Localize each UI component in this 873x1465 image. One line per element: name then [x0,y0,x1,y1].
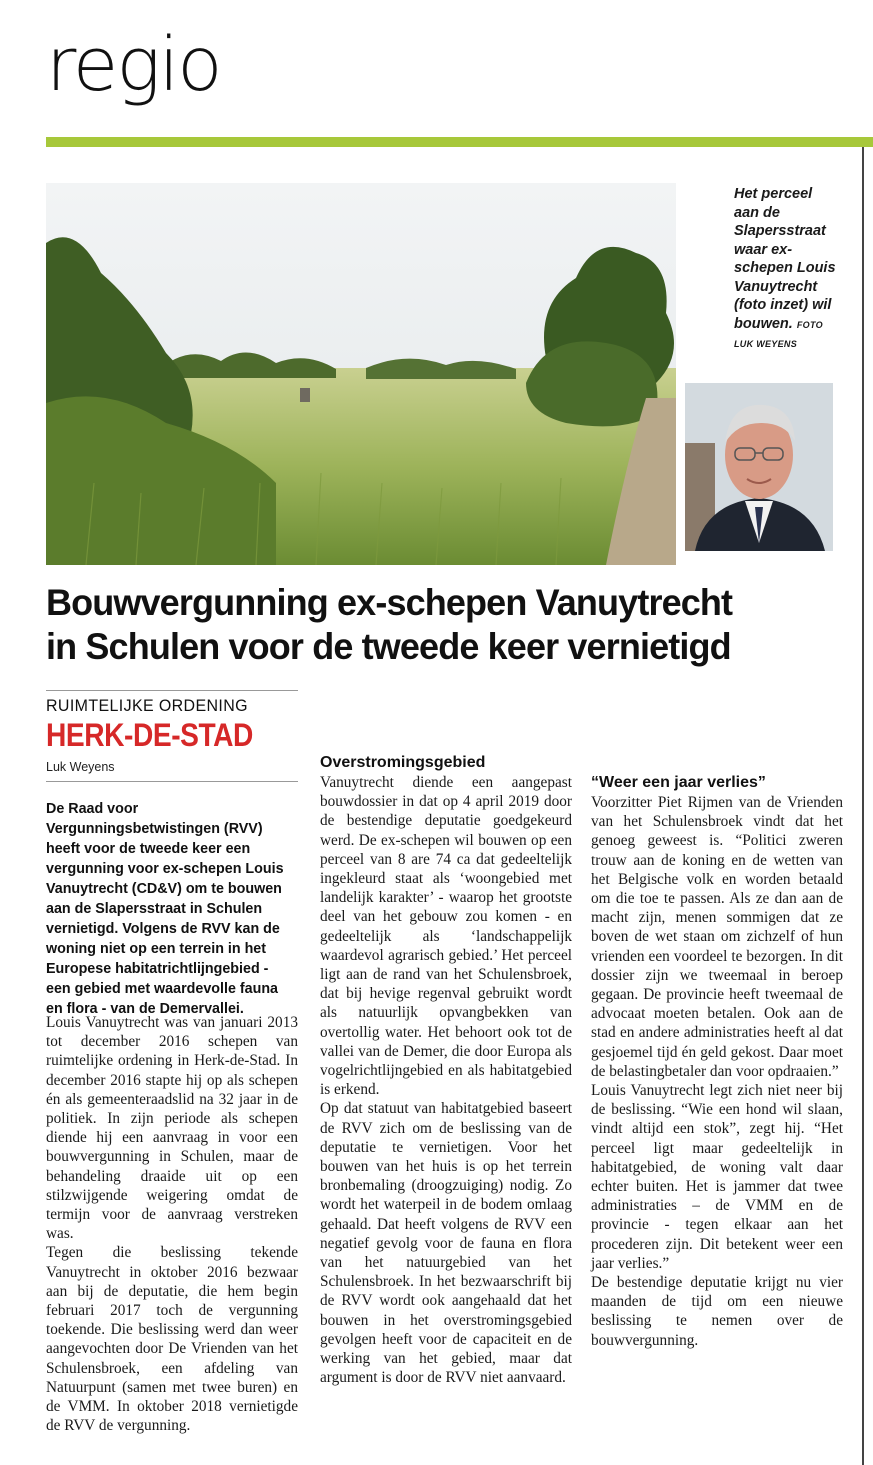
body-paragraph: Vanuytrecht diende een aangepast bouwdossier in dat op 4 april 2019 door de bestendige deputatie goedgekeurd werd. De ex-schepen wil bouwen op een perceel van 8 are 74 ca dat gedeeltelijk ingekleurd staat als ‘woongebied met landelijk karakter’ - waarop het grootste deel van het gebouw zou komen - en gedeeltelijk als ‘landschappelijk waardevol agrarisch gebied.’ Het perceel ligt aan de rand van het Schulensbroek, dat bij hevige regenval gebruikt wordt als natuurlijk opvangbekken van overtollig water. Het behoort ook tot de vallei van de Demer, die door Europa als vogelrichtlijngebied en als habitatgebied is erkend. [320,774,572,1099]
photo-caption [734,185,840,354]
kicker-top-rule [46,690,298,691]
section-title: regio [46,22,221,108]
photo-caption-text: Het perceel aan de Slapersstraat waar ex-schepen Louis Vanuytrecht (foto inzet) wil bouwen. [734,186,836,332]
article-author: Luk Weyens [46,760,115,774]
article-column-2 [320,687,572,1388]
headline-line-2: in Schulen voor de tweede keer vernietigd [46,625,731,667]
headline-line-1: Bouwvergunning ex-schepen Vanuytrecht [46,581,733,623]
article-kicker: RUIMTELIJKE ORDENING [46,696,248,715]
landscape-photo [46,183,676,565]
page-edge-rule [862,147,864,1465]
article-dateline-city: HERK-DE-STAD [46,717,253,753]
body-paragraph: Op dat statuut van habitatgebied baseert de RVV zich om de beslissing van de deputatie te vernietigen. Voor het bouwen van het huis is op het terrein bronbemaling (droogzuiging) nodig. Zo wordt het waterpeil in de bodem omlaag gehaald. Dat heeft volgens de RVV een negatief gevolg voor de fauna en flora van het natuurgebied van het Schulensbroek. In het bezwaarschrift bij de RVV wordt ook aangehaald dat het bouwen in het overstromingsgebied gevolgen heeft voor de capaciteit en de werking van het gebied, maar dat argument is door de RVV niet aanvaard. [320,1100,572,1387]
article-column-1 [46,1013,298,1435]
photo-credit: FOTO LUK WEYENS [734,319,823,349]
body-paragraph: Tegen die beslissing tekende Vanuytrecht in oktober 2016 bezwaar aan bij de deputatie, die hem begin februari 2017 toch de vergunning toekende. Die beslissing werd dan weer aangevochten door De Vrienden van het Schulensbroek, een afdeling van Natuurpunt (samen met twee buren) en de VMM. In oktober 2018 vernietigde de RVV de vergunning. [46,1244,298,1435]
section-divider [46,137,873,147]
subheading-weer-een-jaar-verlies: “Weer een jaar verlies” [591,774,766,791]
article-intro: De Raad voor Vergunningsbetwistingen (RVV) heeft voor de tweede keer een vergunning voor ex-schepen Louis Vanuytrecht (CD&V) om te bouwen aan de Slapersstraat in Schulen vernietigd. Volgens de RVV kan de woning niet op een terrein in het Europese habitatrichtlijngebied - een gebied met waardevolle fauna en flora - van de Demervallei. [46,801,284,1017]
article-column-3 [591,687,843,1350]
subheading-overstromingsgebied: Overstromingsgebied [320,754,486,771]
portrait-inset-photo [683,381,835,553]
body-paragraph: Voorzitter Piet Rijmen van de Vrienden van het Schulensbroek vindt dat het genoeg geweest is. “Politici zweren trouw aan de koning en de wetten van het Belgische volk en worden betaald om die toe te passen. Als ze dan aan de macht zijn, menen sommigen dat ze boven de wet staan om zichzelf of hun vrienden een voordeel te bezorgen. In dit dossier zijn we tweemaal in beroep gegaan. De provincie heeft tweemaal de advocaat moeten betalen. Ook aan de stad en andere administraties heeft al dat gesjoemel tijd én geld gekost. Daar moet de belastingbetaler dan voor opdraaien.” [591,794,843,1080]
author-bottom-rule [46,781,298,782]
body-paragraph: De bestendige deputatie krijgt nu vier maanden de tijd om een nieuwe beslissing te nemen over de bouwvergunning. [591,1274,843,1349]
body-paragraph: Louis Vanuytrecht was van januari 2013 tot december 2016 schepen van ruimtelijke ordening in Herk-de-Stad. In december 2016 stapte hij op als schepen én als gemeenteraadslid na 32 jaar in de politiek. In zijn periode als schepen diende hij een aanvraag in voor een bouwvergunning in Schulen, maar de behandeling draaide uit op een stilzwijgende weigering omdat de termijn voor de aanvraag verstreken was. [46,1014,298,1243]
body-paragraph: Louis Vanuytrecht legt zich niet neer bij de beslissing. “Wie een hond wil slaan, vindt altijd een stok”, zegt hij. “Het perceel ligt maar gedeeltelijk in habitatgebied, de woning valt daar echter buiten. Het is jammer dat twee administraties – de VMM en de provincie - tegen elkaar aan het procederen zijn. Dit betekent weer een jaar verlies.” [591,1082,843,1272]
article-headline [46,580,814,668]
